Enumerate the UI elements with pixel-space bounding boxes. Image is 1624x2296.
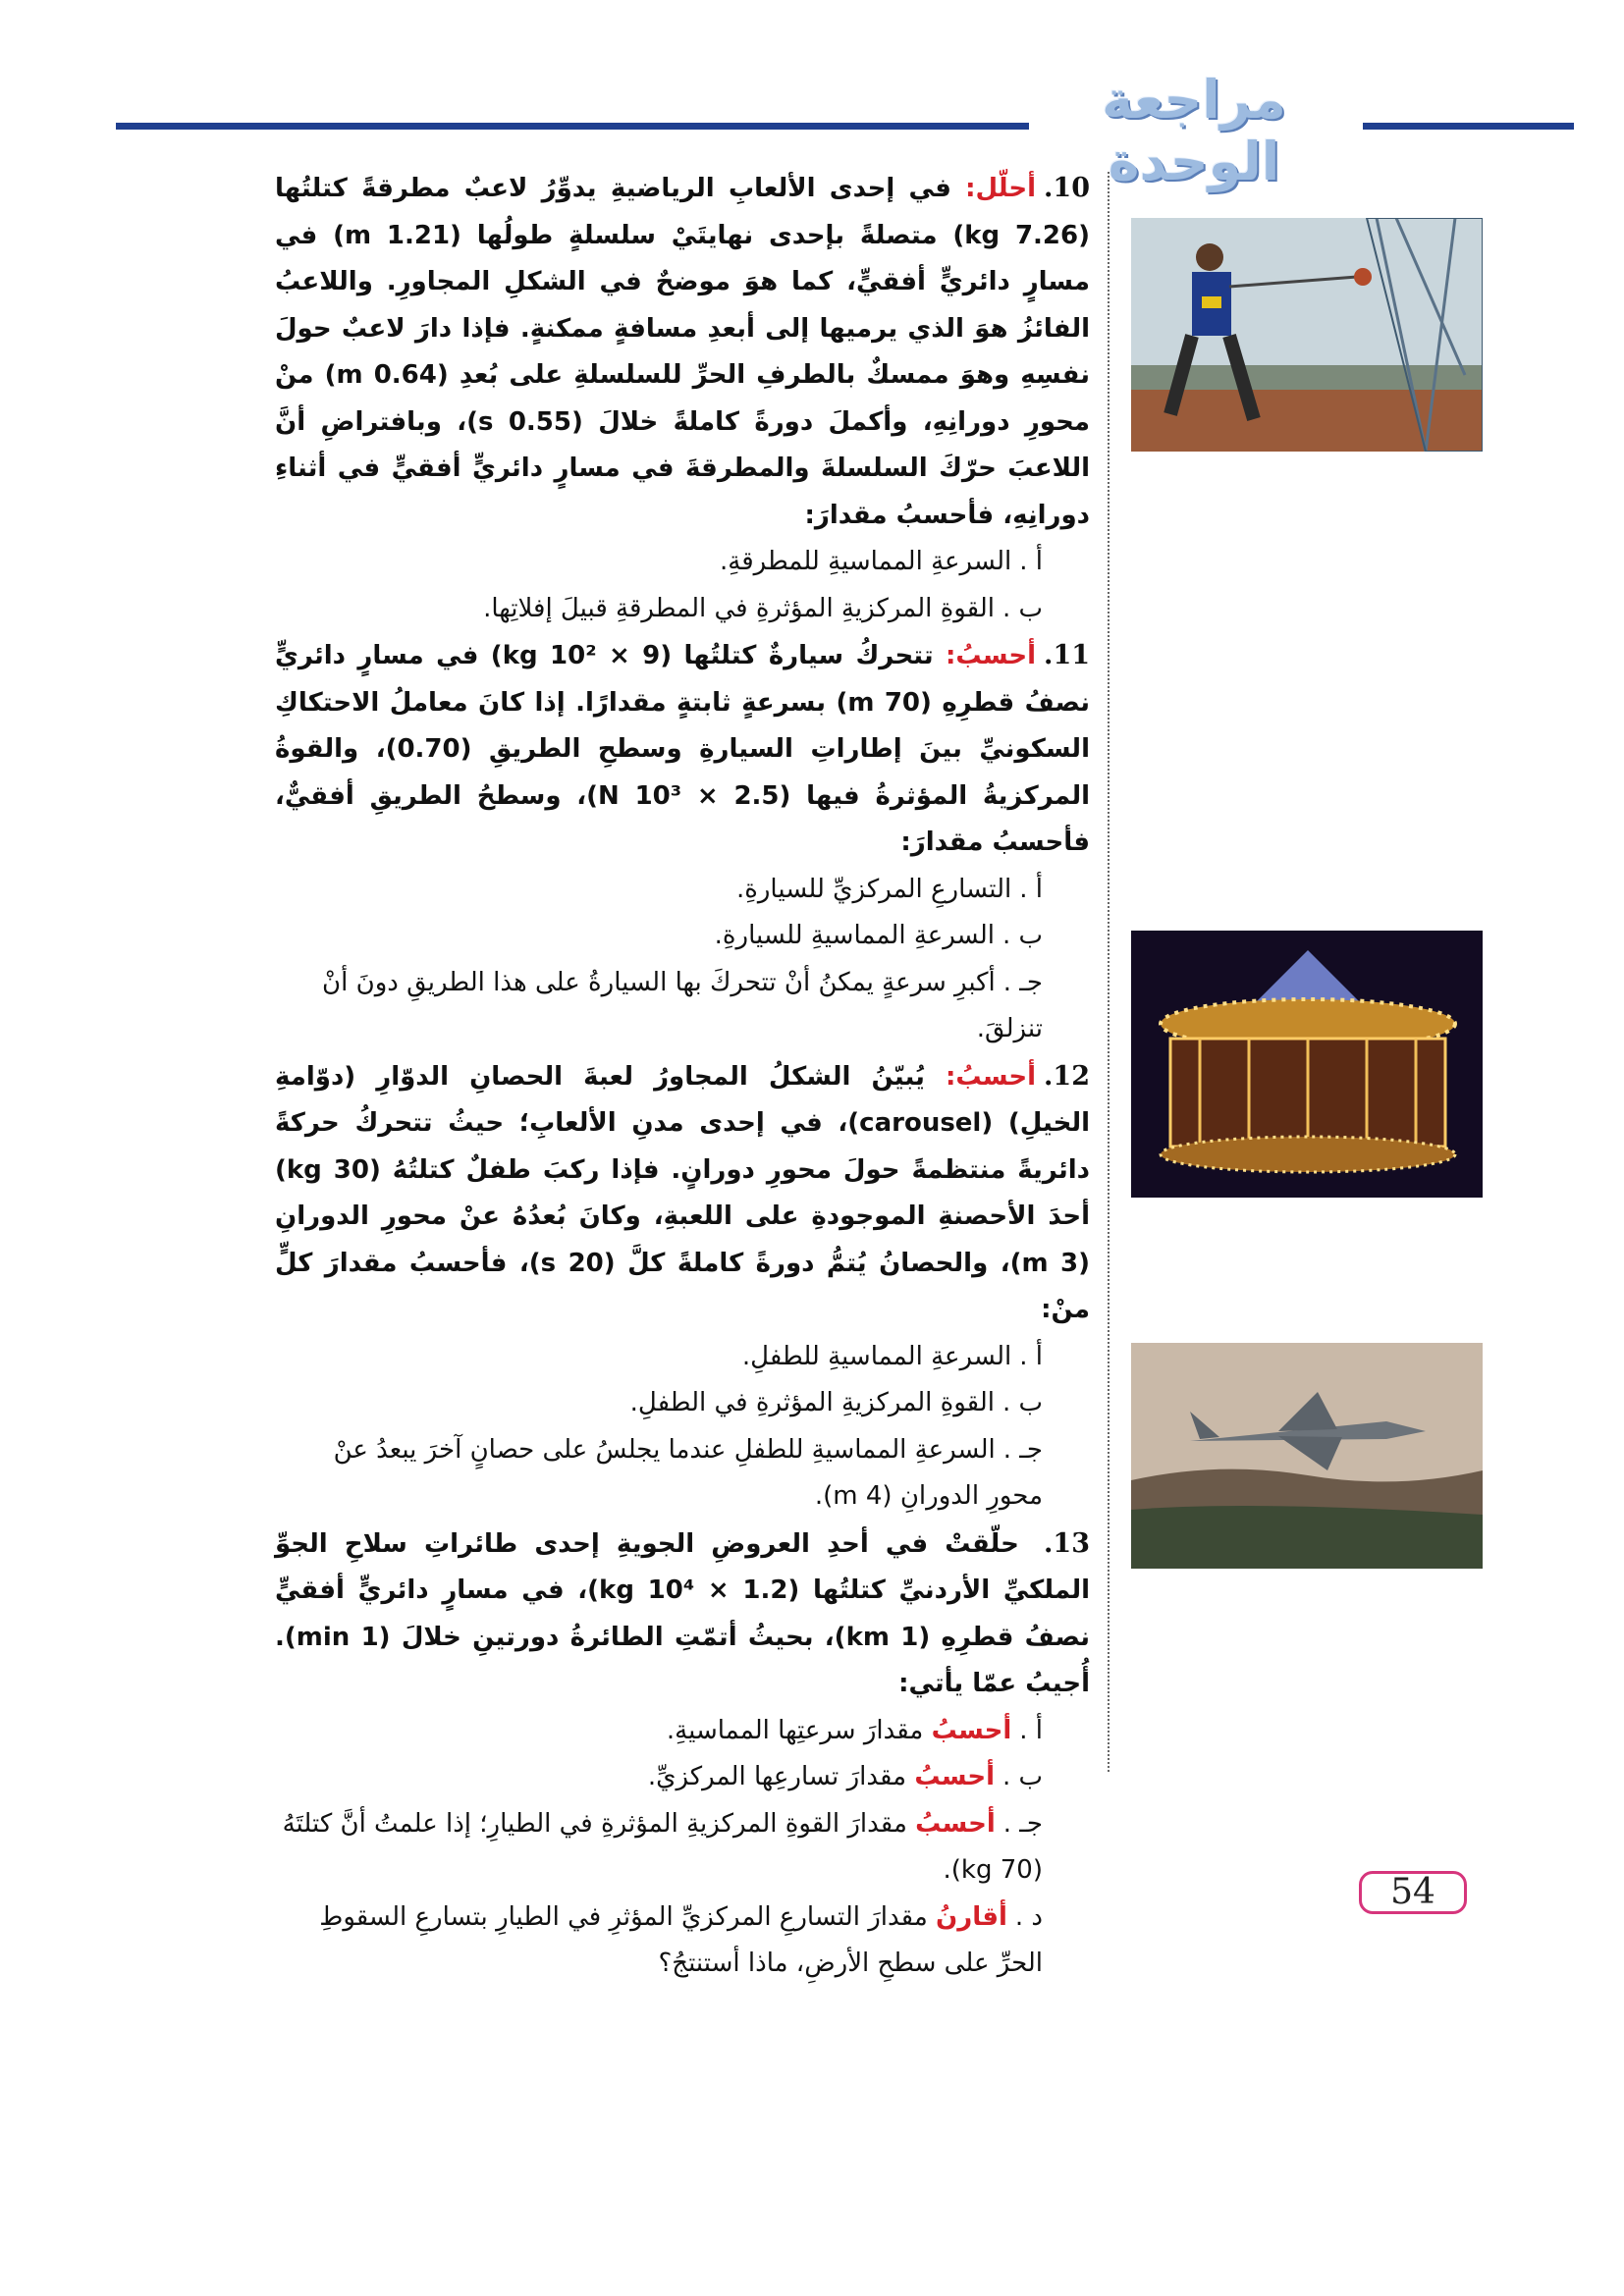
page-number: 54 [1359,1871,1467,1914]
question-11 [275,632,1090,867]
header-rule-right [1363,123,1574,130]
sub-question: أ .السرعةِ المماسيةِ للمطرقةِ. [719,547,1043,576]
action-verb: أحلّل: [965,174,1036,203]
sub-question: جـ .أحسبُ مقدارَ القوةِ المركزيةِ المؤثرةِ في الطيارِ؛ إذا علمتُ أنَّ كتلتَهُ (70 kg). [282,1808,1043,1885]
action-verb: أحسبُ: [946,641,1037,670]
sub-question: ب .القوةِ المركزيةِ المؤثرةِ في الطفلِ. [629,1388,1043,1417]
question-number: 10. [1044,173,1090,203]
question-text: في إحدى الألعابِ الرياضيةِ يدوِّرُ لاعبٌ مطرقةً كتلتُها (7.26 kg) متصلةً بإحدى نهايتَيْ سلسلةٍ طولُها (1.21 m) في مسارٍ دائريٍّ أفقيٍّ، كما هوَ موضحٌ في الشكلِ المجاورِ. واللاعبُ الفائزُ هوَ الذي يرميها إلى أبعدِ مسافةٍ ممكنةٍ. فإذا دارَ لاعبٌ حولَ نفسِهِ وهوَ ممسكٌ بالطرفِ الحرِّ للسلسلةِ على بُعدِ (0.64 m) منْ محورِ دورانِهِ، وأكملَ دورةً كاملةً خلالَ (0.55 s)، وبافتراضِ أنَّ اللاعبَ حرّكَ السلسلةَ والمطرقةَ في مسارٍ دائريٍّ أفقيٍّ في أثناءِ دورانِهِ، فأحسبُ مقدارَ: [275,174,1091,530]
action-verb: أحسبُ: [945,1061,1037,1092]
column-divider [1108,172,1110,1772]
header-rule-left [116,123,1029,130]
unit-review-title: مراجعة الوحدة [1102,69,1286,192]
sub-question: أ .التسارعِ المركزيِّ للسيارةِ. [735,874,1043,904]
question-12 [275,1053,1090,1334]
sub-question: ب .أحسبُ مقدارَ تسارعِها المركزيِّ. [647,1762,1043,1791]
jet-plane-photo [1131,1343,1483,1569]
questions-column [275,165,1090,1988]
sub-question: أ .أحسبُ مقدارَ سرعتِها المماسيةِ. [666,1715,1043,1745]
question-number: 11. [1044,640,1091,670]
sub-question: د .أقارنُ مقدارَ التسارعِ المركزيِّ المؤثرِ في الطيارِ بتسارعِ السقوطِ الحرِّ على سطحِ الأرضِ، ماذا أستنتجُ؟ [319,1901,1043,1978]
question-13 [275,1521,1090,1708]
question-text: تتحركُ سيارةٌ كتلتُها (9 × 10² kg) في مسارٍ دائريٍّ نصفُ قطرِهِ (70 m) بسرعةٍ ثابتةٍ مقدارًا. إذا كانَ معاملُ الاحتكاكِ السكونيِّ بينَ إطاراتِ السيارةِ وسطحِ الطريقِ (0.70)، والقوةُ المركزيةُ المؤثرةُ فيها (2.5 × 10³ N)، وسطحُ الطريقِ أفقيٌّ، فأحسبُ مقدارَ: [275,641,1091,857]
sub-question: ب .السرعةِ المماسيةِ للسيارةِ. [714,921,1043,950]
question-text: حلّقتْ في أحدِ العروضِ الجويةِ إحدى طائراتِ سلاحِ الجوِّ الملكيِّ الأردنيِّ كتلتُها (1.2 × 10⁴ kg)، في مسارٍ دائريٍّ أفقيٍّ نصفُ قطرِهِ (1 km)، بحيثُ أتمّتِ الطائرةُ دورتينِ خلالَ (1 min). أُجيبُ عمّا يأتي: [275,1528,1091,1698]
sub-question: جـ .أكبرِ سرعةٍ يمكنُ أنْ تتحركَ بها السيارةُ على هذا الطريقِ دونَ أنْ تنزلقَ. [322,967,1043,1043]
sub-question: ب .القوةِ المركزيةِ المؤثرةِ في المطرقةِ قبيلَ إفلاتِها. [483,593,1043,623]
sub-question: أ .السرعةِ المماسيةِ للطفلِ. [741,1341,1043,1371]
question-10 [275,165,1090,539]
question-text: يُبيّنُ الشكلُ المجاورُ لعبةَ الحصانِ الدوّارِ (دوّامةِ الخيلِ) (carousel)، في إحدى مدنِ الألعابِ؛ حيثُ تتحركُ حركةً دائريةً منتظمةً حولَ محورِ دورانٍ. فإذا ركبَ طفلٌ كتلتُهُ (30 kg) أحدَ الأحصنةِ الموجودةِ على اللعبةِ، وكانَ بُعدُهُ عنْ محورِ الدورانِ (3 m)، والحصانُ يُتمُّ دورةً كاملةً كلَّ (20 s)، فأحسبُ مقدارَ كلٍّ منْ: [275,1061,1090,1324]
carousel-photo [1131,931,1483,1198]
question-number: 13. [1044,1527,1090,1559]
question-number: 12. [1044,1060,1090,1092]
hammer-throw-photo [1131,218,1483,452]
sub-question: جـ .السرعةِ المماسيةِ للطفلِ عندما يجلسُ على حصانٍ آخرَ يبعدُ عنْ محورِ الدورانِ (4 m). [333,1434,1043,1511]
